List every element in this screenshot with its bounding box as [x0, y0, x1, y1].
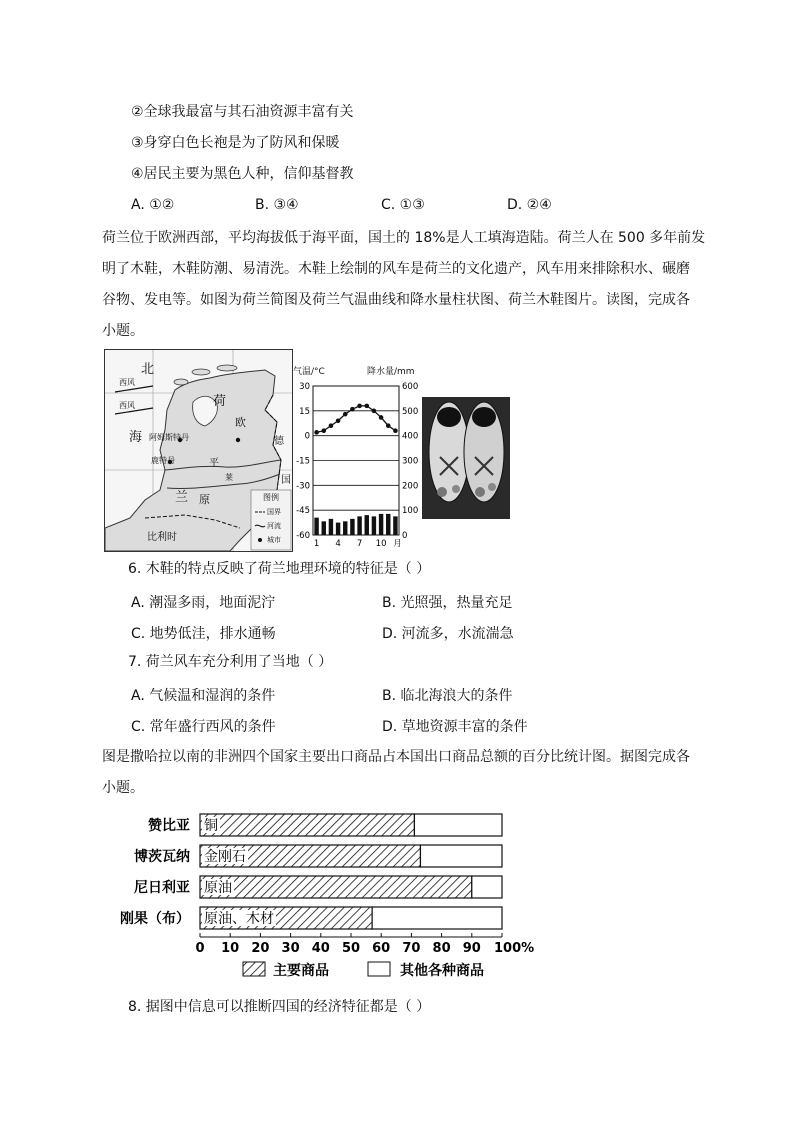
precip-tick-label: 500: [402, 406, 419, 417]
x-tick-label: 30: [281, 941, 300, 956]
temperature-point: [343, 412, 348, 417]
precip-bar: [322, 521, 326, 535]
x-tick-label: 90: [462, 941, 481, 956]
legend-border: 国界: [267, 508, 281, 516]
intro-line-2: 明了木鞋，木鞋防潮、易清洗。木鞋上绘制的风车是荷兰的文化遗产，风车用来排除积水、碾磨: [102, 261, 690, 277]
map-label-yuan: 原: [199, 493, 210, 506]
prev-option-a: A. ①②: [131, 197, 175, 213]
map-label-he: 荷: [213, 394, 227, 409]
country-label: 尼日利亚: [134, 880, 190, 896]
q7-stem: 7. 荷兰风车充分利用了当地（ ）: [128, 654, 333, 670]
main-goods-label: 金刚石: [204, 849, 246, 865]
map-label-rotterdam: 鹿特丹: [151, 456, 175, 465]
x-tick-label: 50: [341, 941, 361, 956]
map-label-guo: 国: [281, 475, 291, 486]
q6-option-a: A. 潮湿多雨，地面泥泞: [131, 595, 276, 611]
export-bar-chart: [98, 805, 538, 990]
month-tick-label: 1: [313, 539, 320, 549]
precip-tick-label: 300: [402, 456, 419, 467]
precip-tick-label: 600: [402, 382, 419, 392]
country-label: 刚果（布）: [120, 911, 190, 927]
q7-option-c: C. 常年盛行西风的条件: [131, 719, 276, 735]
climate-chart-svg: [287, 362, 423, 554]
map-label-westerly-1: 西风: [119, 378, 135, 387]
month-tick-label: 10: [375, 539, 387, 549]
temperature-point: [379, 415, 384, 420]
main-goods-bar: [200, 814, 414, 836]
q6-option-c: C. 地势低洼，排水通畅: [131, 626, 276, 642]
precip-bar: [336, 523, 340, 535]
q8-stem: 8. 据图中信息可以推断四国的经济特征都是（ ）: [128, 999, 431, 1015]
x-tick-label: 100%: [494, 941, 535, 956]
intro-line-4: 小题。: [102, 323, 144, 339]
temperature-point: [350, 407, 355, 412]
precip-bar: [365, 515, 369, 535]
precip-tick-label: 400: [402, 431, 419, 442]
precip-tick-label: 0: [402, 531, 408, 541]
prev-option-b: B. ③④: [255, 197, 299, 213]
q7-option-b: B. 临北海浪大的条件: [382, 688, 513, 704]
x-tick-label: 80: [432, 941, 451, 956]
precip-axis-title: 降水量/mm: [367, 367, 415, 377]
map-label-westerly-2: 西风: [119, 401, 135, 410]
temp-tick-label: -30: [296, 481, 310, 492]
legend-main-swatch: [243, 962, 265, 976]
statement-4: ④居民主要为黑色人种，信仰基督教: [131, 166, 354, 182]
temperature-point: [364, 404, 369, 409]
temperature-point: [357, 404, 362, 409]
export-bar-chart-svg: [98, 805, 538, 990]
legend-title: 图例: [263, 493, 279, 502]
month-tick-label: 4: [335, 539, 341, 549]
map-label-lan: 兰: [175, 490, 189, 505]
legend-other-label: 其他各种商品: [400, 963, 484, 979]
precip-bar: [386, 514, 390, 535]
country-label: 博茨瓦纳: [134, 849, 190, 865]
main-goods-bar: [200, 876, 472, 898]
temp-axis-title: 气温/°C: [293, 367, 325, 377]
precip-bar: [343, 521, 347, 535]
map-label-sea: 海: [129, 430, 143, 445]
q7-option-a: A. 气候温和湿润的条件: [131, 688, 276, 704]
temp-tick-label: -15: [296, 456, 310, 467]
climate-chart: [287, 362, 423, 554]
precip-bar: [350, 519, 354, 535]
temperature-point: [372, 409, 377, 414]
precip-bar: [379, 514, 383, 535]
q7-option-d: D. 草地资源丰富的条件: [382, 719, 528, 735]
precip-bar: [314, 518, 318, 535]
temp-tick-label: -45: [296, 506, 310, 517]
statement-3: ③身穿白色长袍是为了防风和保暖: [131, 135, 340, 151]
other-goods-bar: [414, 814, 502, 836]
x-tick-label: 20: [251, 941, 270, 956]
x-tick-label: 10: [221, 941, 240, 956]
precip-bar: [393, 516, 397, 535]
netherlands-map: [104, 349, 293, 552]
x-tick-label: 0: [195, 941, 205, 956]
x-tick-label: 40: [311, 941, 330, 956]
temperature-line: [317, 406, 396, 432]
precip-bar: [329, 519, 333, 535]
map-label-de: 德: [274, 436, 284, 447]
map-label-belgium: 比利时: [147, 532, 177, 543]
temperature-point: [329, 423, 334, 428]
main-goods-label: 原油: [204, 880, 232, 896]
month-tick-label: 7: [356, 539, 363, 549]
africa-intro-line-1: 图是撒哈拉以南的非洲四个国家主要出口商品占本国出口商品总额的百分比统计图。据图完成各: [102, 749, 690, 765]
temperature-point: [336, 418, 341, 423]
temp-tick-label: -60: [296, 531, 310, 541]
other-goods-bar: [372, 907, 502, 929]
prev-option-c: C. ①③: [381, 197, 425, 213]
temp-tick-label: 15: [299, 406, 310, 417]
month-unit-label: 月: [393, 539, 402, 549]
intro-line-3: 谷物、发电等。如图为荷兰简图及荷兰气温曲线和降水量柱状图、荷兰木鞋图片。读图，完成各: [102, 292, 690, 308]
prev-option-d: D. ②④: [507, 197, 552, 213]
map-label-north: 北: [141, 362, 155, 377]
map-label-amsterdam: 阿姆斯特丹: [149, 433, 189, 442]
temperature-point: [393, 428, 398, 433]
x-tick-label: 60: [372, 941, 391, 956]
legend-other-swatch: [368, 962, 390, 976]
q6-option-d: D. 河流多，水流湍急: [382, 626, 514, 642]
other-goods-bar: [420, 845, 502, 867]
map-label-ping: 平: [209, 458, 219, 469]
temp-tick-label: 0: [304, 431, 310, 442]
precip-bar: [357, 516, 361, 535]
temperature-point: [314, 430, 319, 435]
temperature-point: [386, 423, 391, 428]
main-goods-label: 铜: [204, 818, 218, 834]
legend-main-label: 主要商品: [273, 963, 329, 979]
precip-tick-label: 200: [402, 481, 419, 492]
map-label-ou: 欧: [235, 416, 246, 429]
africa-intro-line-2: 小题。: [102, 780, 144, 796]
legend-city: 城市: [267, 536, 281, 544]
map-label-lai: 莱: [225, 473, 233, 482]
intro-line-1: 荷兰位于欧洲西部，平均海拔低于海平面，国土的 18%是人工填海造陆。荷兰人在 500 多年前发: [102, 230, 706, 246]
country-label: 赞比亚: [148, 818, 190, 834]
main-goods-label: 原油、木材: [204, 911, 274, 927]
wooden-shoe-photo: [422, 397, 510, 519]
other-goods-bar: [472, 876, 502, 898]
q6-stem: 6. 木鞋的特点反映了荷兰地理环境的特征是（ ）: [128, 561, 431, 577]
x-tick-label: 70: [402, 941, 421, 956]
precip-tick-label: 100: [402, 506, 419, 517]
temp-tick-label: 30: [299, 382, 310, 392]
temperature-point: [321, 428, 326, 433]
precip-bar: [372, 516, 376, 535]
legend-river: 河流: [267, 522, 281, 530]
q6-option-b: B. 光照强，热量充足: [382, 595, 513, 611]
statement-2: ②全球我最富与其石油资源丰富有关: [131, 104, 354, 120]
